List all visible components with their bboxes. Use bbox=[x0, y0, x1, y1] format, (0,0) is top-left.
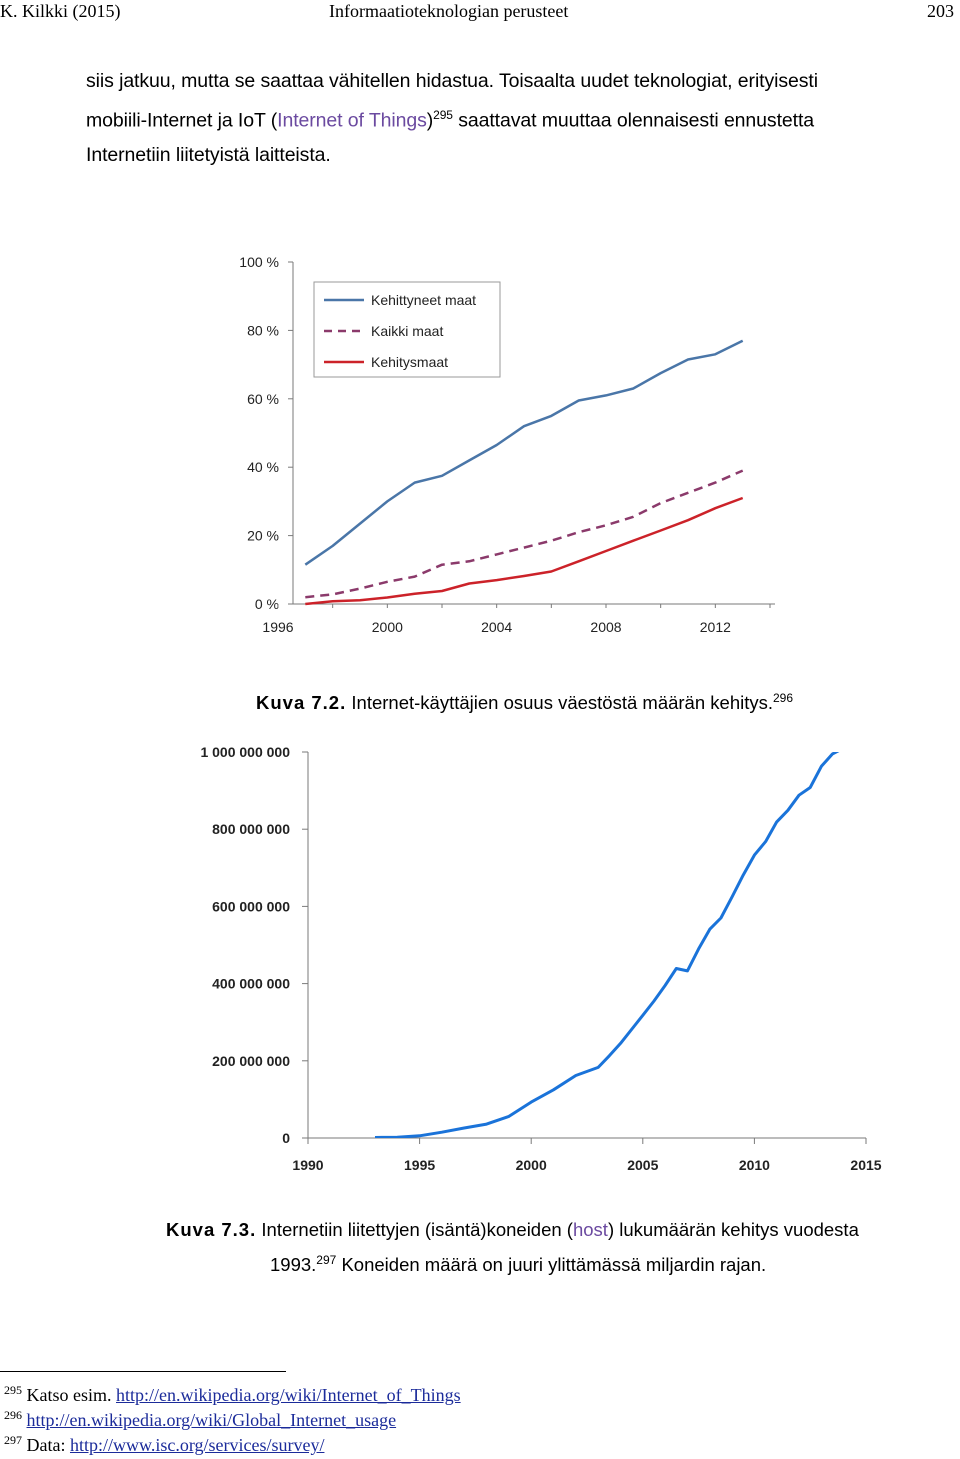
y-tick-label: 0 bbox=[282, 1130, 290, 1146]
hosts-series-line bbox=[375, 748, 844, 1137]
y-tick-label: 1 000 000 000 bbox=[200, 744, 290, 760]
footnote-297 bbox=[4, 1433, 324, 1456]
footnote-prefix: Data: bbox=[26, 1435, 70, 1455]
caption-line-2 bbox=[166, 1245, 859, 1280]
internet-users-share-chart bbox=[0, 240, 960, 660]
caption-line-1 bbox=[166, 1215, 859, 1245]
caption-text: 1993. bbox=[270, 1254, 317, 1276]
x-tick-label: 2008 bbox=[590, 619, 622, 635]
caption-label: Kuva 7.3. bbox=[166, 1219, 257, 1240]
footnote-295 bbox=[4, 1383, 461, 1406]
y-tick-label: 800 000 000 bbox=[212, 821, 290, 838]
header-author: K. Kilkki (2015) bbox=[0, 1, 121, 21]
body-line-2 bbox=[86, 98, 956, 138]
internet-hosts-chart bbox=[0, 735, 960, 1195]
body-text: ) bbox=[426, 109, 434, 132]
footnote-link[interactable]: http://www.isc.org/services/survey/ bbox=[69, 1435, 325, 1455]
caption-label: Kuva 7.2. bbox=[256, 692, 347, 714]
figure-7-3-caption bbox=[166, 1215, 859, 1280]
footnote-ref-296: 296 bbox=[773, 691, 794, 705]
footnote-number: 295 bbox=[4, 1383, 22, 1397]
x-tick-label: 2004 bbox=[481, 619, 513, 635]
footnote-link[interactable]: http://en.wikipedia.org/wiki/Internet_of_Things bbox=[116, 1385, 461, 1405]
y-tick-label: 60 % bbox=[247, 390, 279, 407]
footnote-ref-295: 295 bbox=[433, 108, 453, 122]
y-tick-label: 40 % bbox=[247, 459, 279, 476]
body-paragraph bbox=[86, 64, 956, 172]
footnote-prefix: Katso esim. bbox=[26, 1385, 116, 1405]
footnote-296 bbox=[4, 1408, 396, 1431]
footnote-ref-297: 297 bbox=[316, 1253, 337, 1267]
y-tick-label: 200 000 000 bbox=[212, 1052, 290, 1069]
header-book-title: Informaatioteknologian perusteet bbox=[329, 1, 569, 21]
x-tick-label: 2000 bbox=[371, 619, 403, 635]
running-header bbox=[0, 0, 960, 24]
series-line-2 bbox=[305, 471, 742, 598]
x-tick-label: 2005 bbox=[627, 1157, 659, 1173]
host-term: host bbox=[572, 1219, 608, 1240]
y-tick-label: 0 % bbox=[254, 596, 279, 612]
footnote-separator bbox=[0, 1371, 286, 1372]
caption-text: Koneiden määrä on juuri ylittämässä miljardin rajan. bbox=[336, 1254, 767, 1276]
body-text: saattavat muuttaa olennaisesti ennustetta bbox=[452, 109, 815, 132]
legend-label: Kaikki maat bbox=[371, 323, 444, 339]
body-line-3: Internetiin liitetyistä laitteista. bbox=[86, 143, 331, 166]
legend-label: Kehitysmaat bbox=[371, 354, 449, 370]
y-tick-label: 20 % bbox=[247, 527, 279, 544]
y-tick-label: 80 % bbox=[247, 322, 279, 339]
body-text: mobiili-Internet ja IoT ( bbox=[86, 109, 278, 132]
x-tick-label: 2012 bbox=[699, 619, 731, 635]
y-tick-label: 600 000 000 bbox=[212, 898, 290, 915]
header-page-number: 203 bbox=[927, 1, 954, 21]
x-tick-label: 1990 bbox=[292, 1157, 324, 1173]
body-line-1: siis jatkuu, mutta se saattaa vähitellen hidastua. Toisaalta uudet teknologiat, erityisesti bbox=[86, 70, 818, 92]
footnote-link[interactable]: http://en.wikipedia.org/wiki/Global_Internet_usage bbox=[26, 1410, 397, 1430]
caption-text: ) lukumäärän kehitys vuodesta bbox=[607, 1219, 859, 1240]
internet-of-things-term: Internet of Things bbox=[277, 109, 427, 132]
x-tick-label: 1995 bbox=[404, 1157, 436, 1173]
y-tick-label: 400 000 000 bbox=[212, 975, 290, 992]
x-tick-label: 2015 bbox=[850, 1157, 882, 1173]
caption-text: Internet-käyttäjien osuus väestöstä määrän kehitys. bbox=[346, 692, 773, 714]
footnote-number: 296 bbox=[4, 1408, 22, 1422]
caption-text: Internetiin liitettyjen (isäntä)koneiden ( bbox=[256, 1219, 573, 1240]
figure-7-2-caption bbox=[256, 683, 793, 718]
legend-label: Kehittyneet maat bbox=[371, 292, 477, 308]
x-tick-label: 2000 bbox=[515, 1157, 547, 1173]
y-tick-label: 100 % bbox=[239, 254, 279, 270]
x-tick-label: 2010 bbox=[738, 1157, 770, 1173]
footnote-number: 297 bbox=[4, 1433, 22, 1447]
x-tick-label: 1996 bbox=[262, 619, 294, 635]
